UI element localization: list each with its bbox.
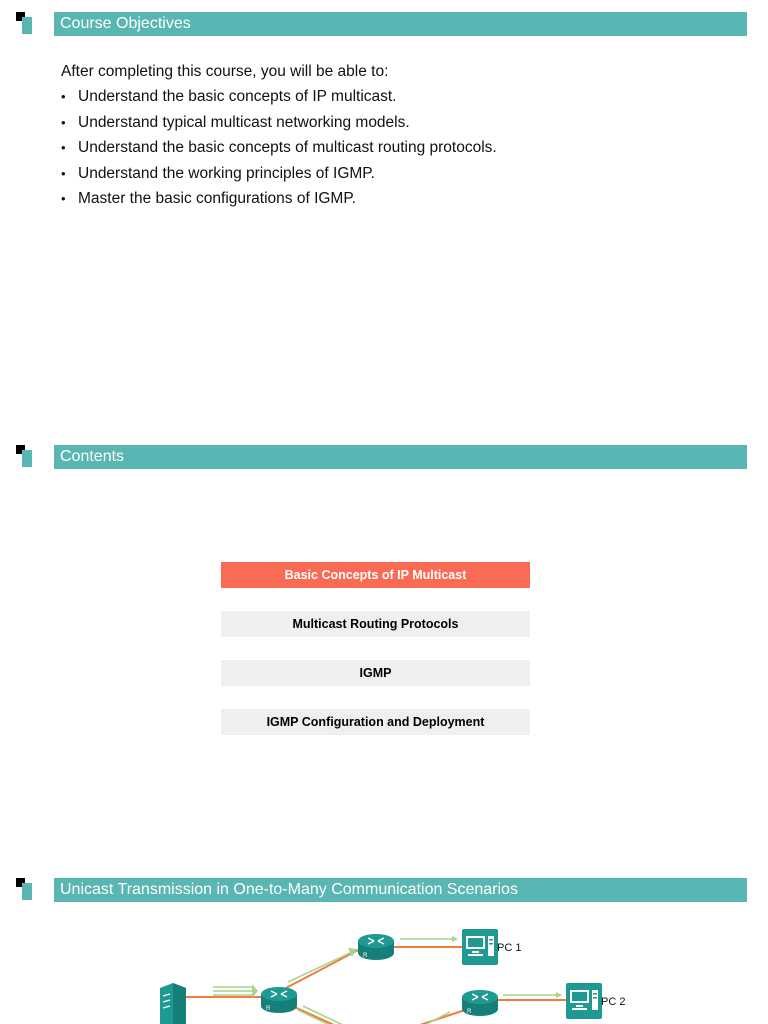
objectives-header	[0, 12, 768, 38]
unicast-title: Unicast Transmission in One-to-Many Communication Scenarios	[54, 878, 747, 902]
unicast-header	[0, 878, 768, 904]
contents-title: Contents	[54, 445, 747, 469]
pc2-label: PC 2	[601, 996, 626, 1008]
router-icon	[462, 990, 498, 1016]
svg-text:R: R	[467, 1009, 472, 1015]
pc-icon	[566, 983, 602, 1019]
objectives-list	[61, 87, 497, 215]
contents-item-ip-multicast[interactable]: Basic Concepts of IP Multicast	[221, 562, 530, 588]
router-icon	[261, 987, 297, 1013]
contents-item-routing-protocols[interactable]: Multicast Routing Protocols	[221, 611, 530, 637]
svg-text:R: R	[363, 953, 368, 959]
objective-item: • Master the basic configurations of IGMP.	[61, 190, 356, 207]
server-icon	[160, 983, 186, 1024]
section-marker-icon	[0, 445, 40, 471]
objective-item: • Understand the basic concepts of IP multicast.	[61, 88, 397, 105]
pc-icon	[462, 929, 498, 965]
section-marker-icon	[0, 12, 40, 38]
svg-text:R: R	[266, 1006, 271, 1012]
pc1-label: PC 1	[497, 942, 522, 954]
objective-item: • Understand typical multicast networking models.	[61, 113, 410, 131]
objective-item: • Understand the basic concepts of multicast routing protocols.	[61, 139, 497, 156]
contents-header	[0, 445, 768, 471]
contents-item-igmp[interactable]: IGMP	[221, 660, 530, 686]
contents-item-igmp-config[interactable]: IGMP Configuration and Deployment	[221, 709, 530, 735]
section-marker-icon	[0, 878, 40, 904]
unicast-topology-diagram	[0, 910, 768, 1024]
router-icon	[358, 934, 394, 960]
objective-item: • Understand the working principles of IGMP.	[61, 164, 375, 182]
objectives-title: Course Objectives	[54, 12, 747, 36]
objectives-intro: After completing this course, you will be able to:	[61, 63, 389, 80]
